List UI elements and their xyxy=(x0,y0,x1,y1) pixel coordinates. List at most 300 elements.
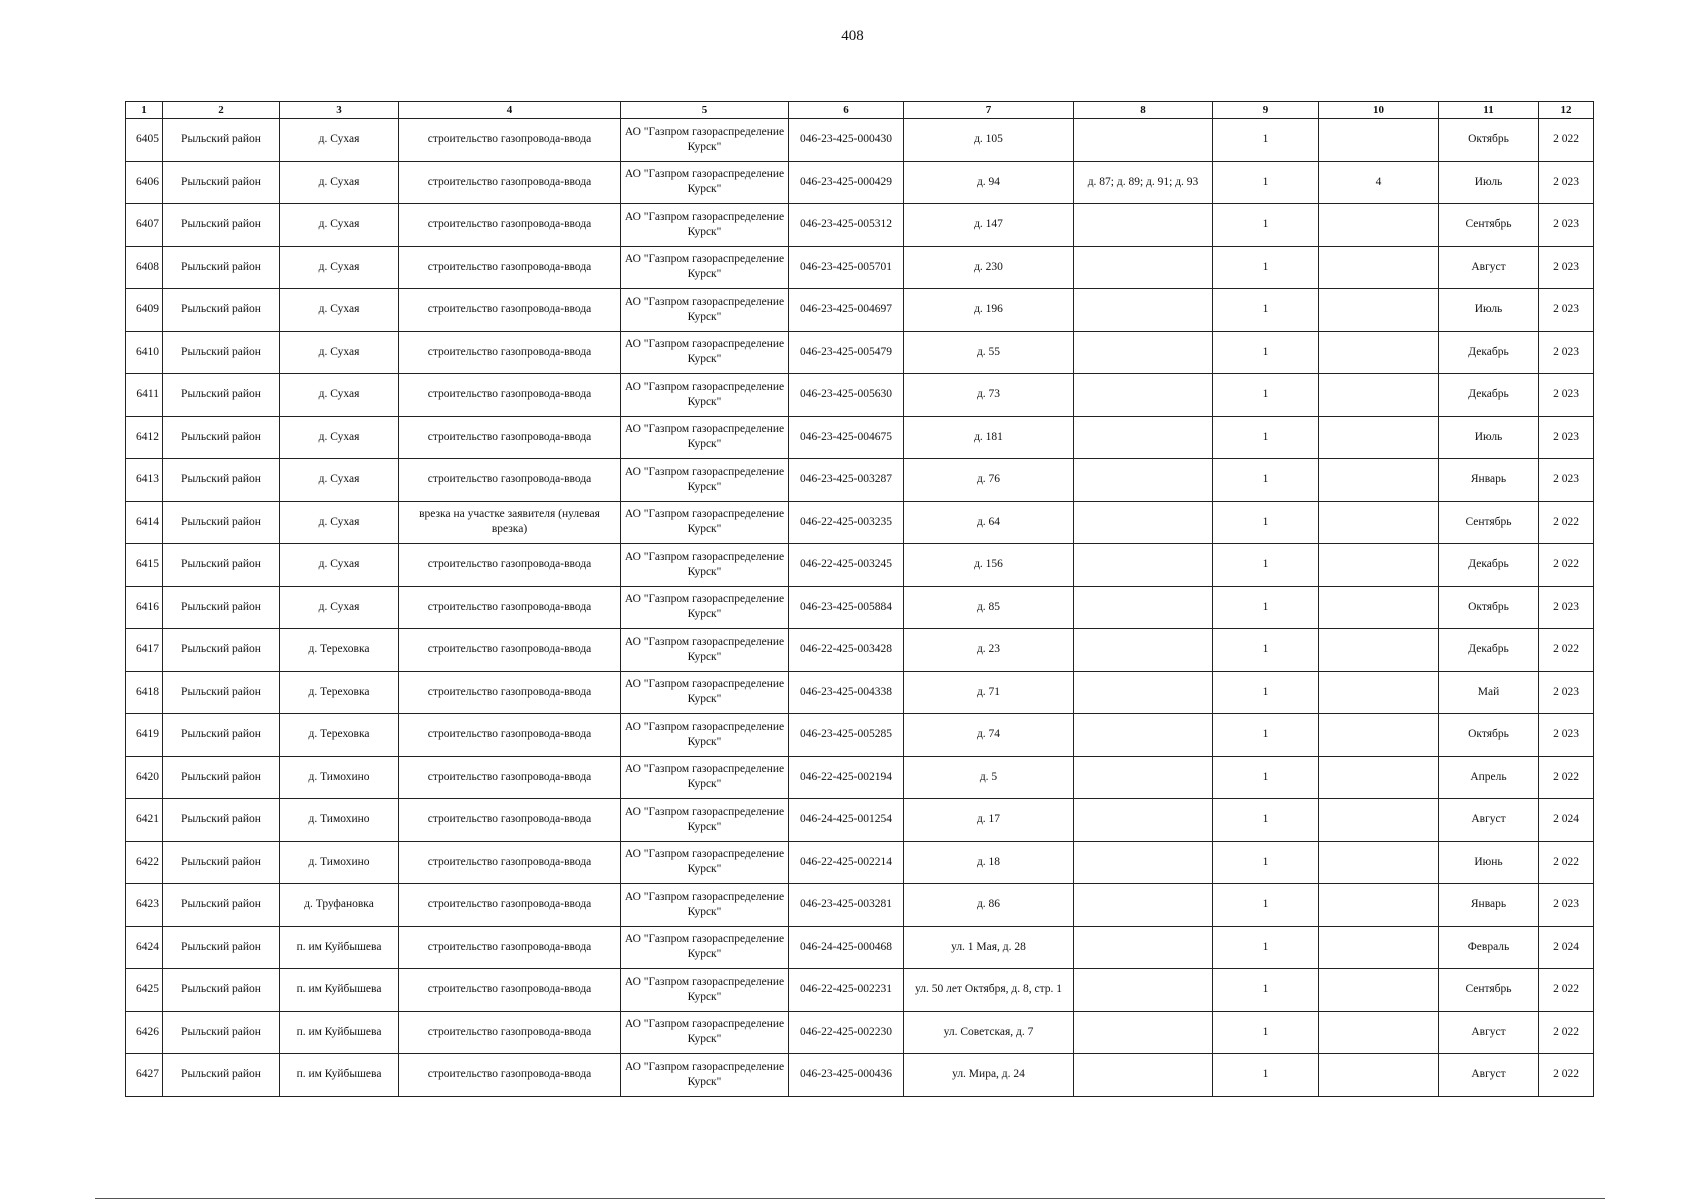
address-cell: д. 94 xyxy=(904,161,1074,204)
table-row xyxy=(126,544,1594,587)
year-cell: 2 023 xyxy=(1539,416,1594,459)
settlement-cell: д. Тимохино xyxy=(280,756,399,799)
work-type-cell: строительство газопровода-ввода xyxy=(399,161,621,204)
work-type-cell: строительство газопровода-ввода xyxy=(399,246,621,289)
address-cell: д. 105 xyxy=(904,119,1074,162)
row-number-cell: 6415 xyxy=(126,544,163,587)
quantity-cell: 1 xyxy=(1213,841,1319,884)
additional-addresses-cell xyxy=(1074,459,1213,502)
quantity-cell: 1 xyxy=(1213,331,1319,374)
district-cell: Рыльский район xyxy=(163,246,280,289)
application-number-cell: 046-23-425-000429 xyxy=(789,161,904,204)
header-row xyxy=(126,102,1594,119)
application-number-cell: 046-23-425-003287 xyxy=(789,459,904,502)
column-header: 2 xyxy=(163,102,280,119)
year-cell: 2 022 xyxy=(1539,119,1594,162)
additional-addresses-cell xyxy=(1074,544,1213,587)
settlement-cell: д. Сухая xyxy=(280,119,399,162)
table-row xyxy=(126,756,1594,799)
organization-cell: АО "Газпром газораспределение Курск" xyxy=(621,1011,789,1054)
table-row xyxy=(126,374,1594,417)
application-number-cell: 046-23-425-003281 xyxy=(789,884,904,927)
organization-cell: АО "Газпром газораспределение Курск" xyxy=(621,841,789,884)
month-cell: Июнь xyxy=(1439,841,1539,884)
district-cell: Рыльский район xyxy=(163,884,280,927)
organization-cell: АО "Газпром газораспределение Курск" xyxy=(621,331,789,374)
application-number-cell: 046-23-425-005701 xyxy=(789,246,904,289)
column-header: 9 xyxy=(1213,102,1319,119)
table-row xyxy=(126,799,1594,842)
application-number-cell: 046-23-425-005630 xyxy=(789,374,904,417)
row-number-cell: 6419 xyxy=(126,714,163,757)
quantity-cell: 1 xyxy=(1213,1054,1319,1097)
organization-cell: АО "Газпром газораспределение Курск" xyxy=(621,671,789,714)
application-number-cell: 046-23-425-005479 xyxy=(789,331,904,374)
address-cell: д. 5 xyxy=(904,756,1074,799)
organization-cell: АО "Газпром газораспределение Курск" xyxy=(621,544,789,587)
count-cell xyxy=(1319,501,1439,544)
district-cell: Рыльский район xyxy=(163,501,280,544)
work-type-cell: строительство газопровода-ввода xyxy=(399,459,621,502)
count-cell xyxy=(1319,289,1439,332)
address-cell: д. 18 xyxy=(904,841,1074,884)
application-number-cell: 046-23-425-005884 xyxy=(789,586,904,629)
address-cell: д. 181 xyxy=(904,416,1074,459)
application-number-cell: 046-22-425-003428 xyxy=(789,629,904,672)
additional-addresses-cell xyxy=(1074,671,1213,714)
table-row xyxy=(126,841,1594,884)
organization-cell: АО "Газпром газораспределение Курск" xyxy=(621,714,789,757)
year-cell: 2 023 xyxy=(1539,331,1594,374)
organization-cell: АО "Газпром газораспределение Курск" xyxy=(621,459,789,502)
bottom-rule xyxy=(95,1198,1605,1199)
additional-addresses-cell xyxy=(1074,1054,1213,1097)
month-cell: Июль xyxy=(1439,416,1539,459)
column-header: 7 xyxy=(904,102,1074,119)
table-row xyxy=(126,926,1594,969)
address-cell: д. 76 xyxy=(904,459,1074,502)
month-cell: Август xyxy=(1439,799,1539,842)
organization-cell: АО "Газпром газораспределение Курск" xyxy=(621,501,789,544)
year-cell: 2 022 xyxy=(1539,629,1594,672)
column-header: 10 xyxy=(1319,102,1439,119)
quantity-cell: 1 xyxy=(1213,246,1319,289)
row-number-cell: 6425 xyxy=(126,969,163,1012)
address-cell: д. 73 xyxy=(904,374,1074,417)
district-cell: Рыльский район xyxy=(163,544,280,587)
quantity-cell: 1 xyxy=(1213,459,1319,502)
quantity-cell: 1 xyxy=(1213,884,1319,927)
quantity-cell: 1 xyxy=(1213,756,1319,799)
organization-cell: АО "Газпром газораспределение Курск" xyxy=(621,586,789,629)
work-type-cell: строительство газопровода-ввода xyxy=(399,1011,621,1054)
year-cell: 2 022 xyxy=(1539,841,1594,884)
month-cell: Сентябрь xyxy=(1439,501,1539,544)
work-type-cell: строительство газопровода-ввода xyxy=(399,586,621,629)
table-row xyxy=(126,1011,1594,1054)
district-cell: Рыльский район xyxy=(163,204,280,247)
row-number-cell: 6412 xyxy=(126,416,163,459)
year-cell: 2 023 xyxy=(1539,884,1594,927)
month-cell: Декабрь xyxy=(1439,544,1539,587)
table-row xyxy=(126,629,1594,672)
year-cell: 2 023 xyxy=(1539,246,1594,289)
data-table xyxy=(125,101,1594,1097)
application-number-cell: 046-22-425-002194 xyxy=(789,756,904,799)
work-type-cell: строительство газопровода-ввода xyxy=(399,969,621,1012)
address-cell: ул. 1 Мая, д. 28 xyxy=(904,926,1074,969)
table-row xyxy=(126,289,1594,332)
additional-addresses-cell xyxy=(1074,204,1213,247)
district-cell: Рыльский район xyxy=(163,161,280,204)
district-cell: Рыльский район xyxy=(163,969,280,1012)
additional-addresses-cell xyxy=(1074,1011,1213,1054)
count-cell xyxy=(1319,756,1439,799)
application-number-cell: 046-24-425-001254 xyxy=(789,799,904,842)
work-type-cell: строительство газопровода-ввода xyxy=(399,544,621,587)
organization-cell: АО "Газпром газораспределение Курск" xyxy=(621,1054,789,1097)
additional-addresses-cell xyxy=(1074,331,1213,374)
work-type-cell: строительство газопровода-ввода xyxy=(399,926,621,969)
additional-addresses-cell xyxy=(1074,289,1213,332)
month-cell: Декабрь xyxy=(1439,629,1539,672)
work-type-cell: строительство газопровода-ввода xyxy=(399,289,621,332)
quantity-cell: 1 xyxy=(1213,671,1319,714)
row-number-cell: 6408 xyxy=(126,246,163,289)
column-header: 1 xyxy=(126,102,163,119)
year-cell: 2 024 xyxy=(1539,799,1594,842)
month-cell: Февраль xyxy=(1439,926,1539,969)
year-cell: 2 022 xyxy=(1539,1011,1594,1054)
organization-cell: АО "Газпром газораспределение Курск" xyxy=(621,204,789,247)
table-row xyxy=(126,459,1594,502)
settlement-cell: д. Сухая xyxy=(280,586,399,629)
row-number-cell: 6405 xyxy=(126,119,163,162)
additional-addresses-cell: д. 87; д. 89; д. 91; д. 93 xyxy=(1074,161,1213,204)
address-cell: д. 71 xyxy=(904,671,1074,714)
year-cell: 2 022 xyxy=(1539,756,1594,799)
district-cell: Рыльский район xyxy=(163,374,280,417)
organization-cell: АО "Газпром газораспределение Курск" xyxy=(621,756,789,799)
quantity-cell: 1 xyxy=(1213,969,1319,1012)
row-number-cell: 6407 xyxy=(126,204,163,247)
additional-addresses-cell xyxy=(1074,374,1213,417)
work-type-cell: строительство газопровода-ввода xyxy=(399,671,621,714)
row-number-cell: 6426 xyxy=(126,1011,163,1054)
work-type-cell: строительство газопровода-ввода xyxy=(399,204,621,247)
work-type-cell: врезка на участке заявителя (нулевая врезка) xyxy=(399,501,621,544)
quantity-cell: 1 xyxy=(1213,629,1319,672)
organization-cell: АО "Газпром газораспределение Курск" xyxy=(621,416,789,459)
settlement-cell: п. им Куйбышева xyxy=(280,969,399,1012)
work-type-cell: строительство газопровода-ввода xyxy=(399,416,621,459)
district-cell: Рыльский район xyxy=(163,331,280,374)
organization-cell: АО "Газпром газораспределение Курск" xyxy=(621,969,789,1012)
count-cell xyxy=(1319,459,1439,502)
count-cell xyxy=(1319,969,1439,1012)
organization-cell: АО "Газпром газораспределение Курск" xyxy=(621,246,789,289)
address-cell: ул. Мира, д. 24 xyxy=(904,1054,1074,1097)
year-cell: 2 023 xyxy=(1539,204,1594,247)
additional-addresses-cell xyxy=(1074,756,1213,799)
organization-cell: АО "Газпром газораспределение Курск" xyxy=(621,374,789,417)
application-number-cell: 046-23-425-000430 xyxy=(789,119,904,162)
additional-addresses-cell xyxy=(1074,799,1213,842)
settlement-cell: д. Сухая xyxy=(280,204,399,247)
column-header: 8 xyxy=(1074,102,1213,119)
month-cell: Август xyxy=(1439,246,1539,289)
year-cell: 2 023 xyxy=(1539,459,1594,502)
district-cell: Рыльский район xyxy=(163,841,280,884)
month-cell: Июль xyxy=(1439,161,1539,204)
year-cell: 2 022 xyxy=(1539,544,1594,587)
count-cell xyxy=(1319,416,1439,459)
settlement-cell: д. Тимохино xyxy=(280,841,399,884)
quantity-cell: 1 xyxy=(1213,204,1319,247)
application-number-cell: 046-23-425-004675 xyxy=(789,416,904,459)
settlement-cell: п. им Куйбышева xyxy=(280,1011,399,1054)
month-cell: Сентябрь xyxy=(1439,204,1539,247)
row-number-cell: 6409 xyxy=(126,289,163,332)
application-number-cell: 046-23-425-005285 xyxy=(789,714,904,757)
district-cell: Рыльский район xyxy=(163,1011,280,1054)
work-type-cell: строительство газопровода-ввода xyxy=(399,374,621,417)
table-row xyxy=(126,204,1594,247)
settlement-cell: д. Тимохино xyxy=(280,799,399,842)
quantity-cell: 1 xyxy=(1213,416,1319,459)
district-cell: Рыльский район xyxy=(163,1054,280,1097)
district-cell: Рыльский район xyxy=(163,629,280,672)
work-type-cell: строительство газопровода-ввода xyxy=(399,799,621,842)
year-cell: 2 022 xyxy=(1539,969,1594,1012)
row-number-cell: 6422 xyxy=(126,841,163,884)
settlement-cell: д. Труфановка xyxy=(280,884,399,927)
month-cell: Апрель xyxy=(1439,756,1539,799)
table-row xyxy=(126,714,1594,757)
work-type-cell: строительство газопровода-ввода xyxy=(399,331,621,374)
work-type-cell: строительство газопровода-ввода xyxy=(399,884,621,927)
settlement-cell: д. Сухая xyxy=(280,416,399,459)
quantity-cell: 1 xyxy=(1213,161,1319,204)
organization-cell: АО "Газпром газораспределение Курск" xyxy=(621,289,789,332)
address-cell: д. 85 xyxy=(904,586,1074,629)
year-cell: 2 022 xyxy=(1539,501,1594,544)
count-cell xyxy=(1319,884,1439,927)
month-cell: Май xyxy=(1439,671,1539,714)
address-cell: д. 147 xyxy=(904,204,1074,247)
settlement-cell: д. Сухая xyxy=(280,289,399,332)
settlement-cell: д. Тереховка xyxy=(280,671,399,714)
settlement-cell: д. Сухая xyxy=(280,374,399,417)
year-cell: 2 023 xyxy=(1539,161,1594,204)
count-cell xyxy=(1319,119,1439,162)
page-number: 408 xyxy=(841,28,864,44)
row-number-cell: 6417 xyxy=(126,629,163,672)
quantity-cell: 1 xyxy=(1213,926,1319,969)
application-number-cell: 046-23-425-000436 xyxy=(789,1054,904,1097)
additional-addresses-cell xyxy=(1074,246,1213,289)
work-type-cell: строительство газопровода-ввода xyxy=(399,629,621,672)
table-row xyxy=(126,671,1594,714)
month-cell: Октябрь xyxy=(1439,714,1539,757)
application-number-cell: 046-23-425-005312 xyxy=(789,204,904,247)
row-number-cell: 6421 xyxy=(126,799,163,842)
table-row xyxy=(126,969,1594,1012)
count-cell xyxy=(1319,331,1439,374)
month-cell: Январь xyxy=(1439,884,1539,927)
row-number-cell: 6427 xyxy=(126,1054,163,1097)
additional-addresses-cell xyxy=(1074,629,1213,672)
quantity-cell: 1 xyxy=(1213,544,1319,587)
row-number-cell: 6423 xyxy=(126,884,163,927)
table-row xyxy=(126,884,1594,927)
table-row xyxy=(126,416,1594,459)
table-row xyxy=(126,161,1594,204)
column-header: 12 xyxy=(1539,102,1594,119)
quantity-cell: 1 xyxy=(1213,119,1319,162)
row-number-cell: 6424 xyxy=(126,926,163,969)
table-row xyxy=(126,501,1594,544)
month-cell: Октябрь xyxy=(1439,119,1539,162)
row-number-cell: 6410 xyxy=(126,331,163,374)
row-number-cell: 6413 xyxy=(126,459,163,502)
application-number-cell: 046-23-425-004338 xyxy=(789,671,904,714)
column-header: 5 xyxy=(621,102,789,119)
application-number-cell: 046-22-425-002231 xyxy=(789,969,904,1012)
application-number-cell: 046-23-425-004697 xyxy=(789,289,904,332)
work-type-cell: строительство газопровода-ввода xyxy=(399,119,621,162)
district-cell: Рыльский район xyxy=(163,671,280,714)
count-cell xyxy=(1319,629,1439,672)
address-cell: д. 156 xyxy=(904,544,1074,587)
address-cell: д. 230 xyxy=(904,246,1074,289)
quantity-cell: 1 xyxy=(1213,374,1319,417)
settlement-cell: д. Сухая xyxy=(280,246,399,289)
count-cell xyxy=(1319,1011,1439,1054)
month-cell: Август xyxy=(1439,1054,1539,1097)
application-number-cell: 046-22-425-002230 xyxy=(789,1011,904,1054)
settlement-cell: д. Сухая xyxy=(280,161,399,204)
quantity-cell: 1 xyxy=(1213,714,1319,757)
row-number-cell: 6420 xyxy=(126,756,163,799)
settlement-cell: д. Сухая xyxy=(280,331,399,374)
additional-addresses-cell xyxy=(1074,119,1213,162)
district-cell: Рыльский район xyxy=(163,119,280,162)
address-cell: д. 17 xyxy=(904,799,1074,842)
district-cell: Рыльский район xyxy=(163,459,280,502)
month-cell: Январь xyxy=(1439,459,1539,502)
additional-addresses-cell xyxy=(1074,884,1213,927)
organization-cell: АО "Газпром газораспределение Курск" xyxy=(621,799,789,842)
district-cell: Рыльский район xyxy=(163,799,280,842)
organization-cell: АО "Газпром газораспределение Курск" xyxy=(621,629,789,672)
district-cell: Рыльский район xyxy=(163,289,280,332)
month-cell: Июль xyxy=(1439,289,1539,332)
count-cell xyxy=(1319,246,1439,289)
row-number-cell: 6406 xyxy=(126,161,163,204)
application-number-cell: 046-22-425-003235 xyxy=(789,501,904,544)
district-cell: Рыльский район xyxy=(163,926,280,969)
month-cell: Сентябрь xyxy=(1439,969,1539,1012)
year-cell: 2 022 xyxy=(1539,1054,1594,1097)
count-cell xyxy=(1319,671,1439,714)
settlement-cell: п. им Куйбышева xyxy=(280,1054,399,1097)
quantity-cell: 1 xyxy=(1213,586,1319,629)
additional-addresses-cell xyxy=(1074,416,1213,459)
additional-addresses-cell xyxy=(1074,841,1213,884)
quantity-cell: 1 xyxy=(1213,501,1319,544)
year-cell: 2 023 xyxy=(1539,289,1594,332)
additional-addresses-cell xyxy=(1074,586,1213,629)
settlement-cell: д. Тереховка xyxy=(280,714,399,757)
district-cell: Рыльский район xyxy=(163,586,280,629)
table-body xyxy=(126,119,1594,1097)
settlement-cell: д. Сухая xyxy=(280,501,399,544)
district-cell: Рыльский район xyxy=(163,714,280,757)
organization-cell: АО "Газпром газораспределение Курск" xyxy=(621,161,789,204)
settlement-cell: д. Тереховка xyxy=(280,629,399,672)
month-cell: Декабрь xyxy=(1439,331,1539,374)
year-cell: 2 023 xyxy=(1539,374,1594,417)
organization-cell: АО "Газпром газораспределение Курск" xyxy=(621,884,789,927)
table-row xyxy=(126,1054,1594,1097)
quantity-cell: 1 xyxy=(1213,289,1319,332)
organization-cell: АО "Газпром газораспределение Курск" xyxy=(621,119,789,162)
address-cell: д. 74 xyxy=(904,714,1074,757)
count-cell xyxy=(1319,544,1439,587)
quantity-cell: 1 xyxy=(1213,1011,1319,1054)
additional-addresses-cell xyxy=(1074,501,1213,544)
count-cell xyxy=(1319,714,1439,757)
row-number-cell: 6416 xyxy=(126,586,163,629)
settlement-cell: д. Сухая xyxy=(280,544,399,587)
additional-addresses-cell xyxy=(1074,714,1213,757)
row-number-cell: 6418 xyxy=(126,671,163,714)
table-row xyxy=(126,586,1594,629)
address-cell: д. 86 xyxy=(904,884,1074,927)
organization-cell: АО "Газпром газораспределение Курск" xyxy=(621,926,789,969)
count-cell xyxy=(1319,1054,1439,1097)
year-cell: 2 023 xyxy=(1539,671,1594,714)
settlement-cell: д. Сухая xyxy=(280,459,399,502)
address-cell: д. 196 xyxy=(904,289,1074,332)
column-header: 6 xyxy=(789,102,904,119)
work-type-cell: строительство газопровода-ввода xyxy=(399,756,621,799)
additional-addresses-cell xyxy=(1074,969,1213,1012)
count-cell xyxy=(1319,841,1439,884)
work-type-cell: строительство газопровода-ввода xyxy=(399,714,621,757)
year-cell: 2 024 xyxy=(1539,926,1594,969)
work-type-cell: строительство газопровода-ввода xyxy=(399,1054,621,1097)
column-header: 11 xyxy=(1439,102,1539,119)
count-cell xyxy=(1319,799,1439,842)
month-cell: Август xyxy=(1439,1011,1539,1054)
application-number-cell: 046-24-425-000468 xyxy=(789,926,904,969)
address-cell: д. 64 xyxy=(904,501,1074,544)
month-cell: Октябрь xyxy=(1439,586,1539,629)
address-cell: д. 23 xyxy=(904,629,1074,672)
count-cell xyxy=(1319,586,1439,629)
count-cell xyxy=(1319,374,1439,417)
year-cell: 2 023 xyxy=(1539,586,1594,629)
application-number-cell: 046-22-425-003245 xyxy=(789,544,904,587)
table-row xyxy=(126,331,1594,374)
application-number-cell: 046-22-425-002214 xyxy=(789,841,904,884)
count-cell: 4 xyxy=(1319,161,1439,204)
column-header: 4 xyxy=(399,102,621,119)
count-cell xyxy=(1319,204,1439,247)
year-cell: 2 023 xyxy=(1539,714,1594,757)
